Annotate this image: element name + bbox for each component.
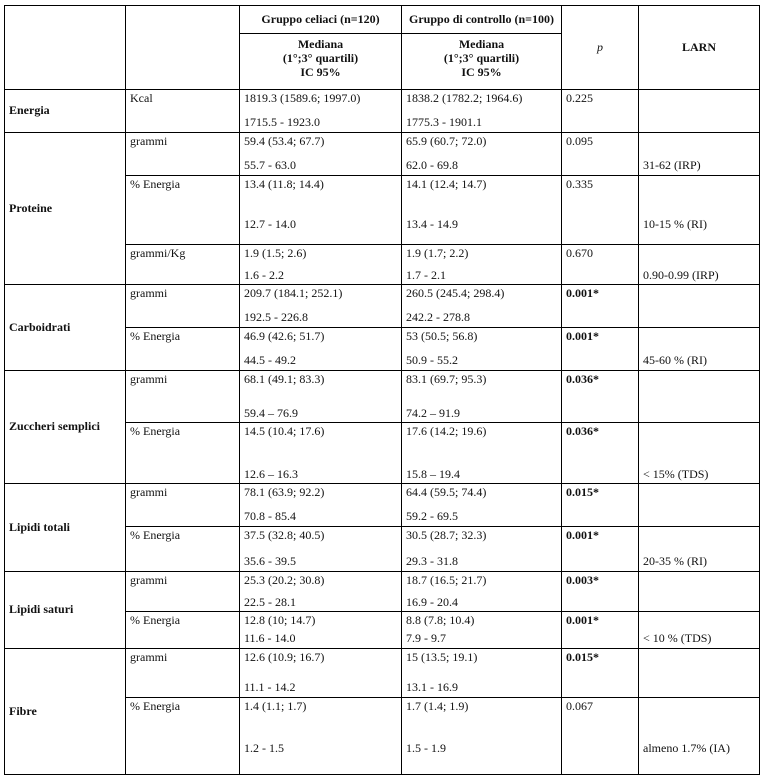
unit-cell: grammi [126, 571, 240, 612]
control-ci: 1.5 - 1.9 [406, 741, 446, 756]
celiac-ci: 55.7 - 63.0 [244, 157, 296, 172]
control-ci: 13.1 - 16.9 [406, 679, 458, 694]
header-quartiles: (1°;3° quartili) [443, 51, 520, 66]
control-ci: 242.2 - 278.8 [406, 310, 470, 325]
larn-cell [639, 423, 760, 484]
p-value: 0.001* [562, 285, 639, 328]
celiac-median: 46.9 (42.6; 51.7) [244, 328, 325, 343]
larn-value: < 10 % (TDS) [643, 631, 712, 646]
celiac-cell [240, 571, 402, 612]
celiac-median: 12.6 (10.9; 16.7) [244, 649, 325, 664]
header-median: Mediana [297, 37, 344, 52]
p-value: 0.335 [562, 175, 639, 244]
header-control-stats [402, 34, 562, 90]
celiac-ci: 59.4 – 76.9 [244, 405, 298, 420]
celiac-median: 1.4 (1.1; 1.7) [244, 698, 307, 713]
celiac-ci: 44.5 - 49.2 [244, 352, 296, 367]
control-cell [402, 484, 562, 527]
larn-value: almeno 1.7% (IA) [643, 741, 730, 756]
p-value: 0.036* [562, 370, 639, 423]
celiac-ci: 70.8 - 85.4 [244, 509, 296, 524]
control-ci: 1.7 - 2.1 [406, 267, 446, 282]
p-value: 0.001* [562, 327, 639, 370]
p-value: 0.067 [562, 697, 639, 774]
control-median: 18.7 (16.5; 21.7) [406, 572, 487, 587]
control-cell [402, 370, 562, 423]
control-ci: 59.2 - 69.5 [406, 509, 458, 524]
larn-cell [639, 244, 760, 285]
celiac-ci: 12.6 – 16.3 [244, 466, 298, 481]
p-value: 0.001* [562, 612, 639, 649]
control-cell [402, 571, 562, 612]
p-value: 0.001* [562, 527, 639, 572]
celiac-median: 209.7 (184.1; 252.1) [244, 286, 343, 301]
celiac-cell [240, 527, 402, 572]
p-value: 0.225 [562, 90, 639, 133]
header-ci: IC 95% [300, 65, 341, 80]
control-cell [402, 648, 562, 697]
unit-cell: Kcal [126, 90, 240, 133]
table-row [5, 571, 760, 612]
celiac-cell [240, 697, 402, 774]
control-median: 83.1 (69.7; 95.3) [406, 371, 487, 386]
header-empty-cat [5, 6, 126, 90]
control-cell [402, 285, 562, 328]
control-cell [402, 327, 562, 370]
control-ci: 50.9 - 55.2 [406, 352, 458, 367]
celiac-cell [240, 370, 402, 423]
control-median: 260.5 (245.4; 298.4) [406, 286, 505, 301]
larn-cell [639, 285, 760, 328]
larn-value: < 15% (TDS) [643, 466, 709, 481]
control-cell [402, 90, 562, 133]
p-value: 0.015* [562, 648, 639, 697]
celiac-cell [240, 423, 402, 484]
celiac-ci: 192.5 - 226.8 [244, 310, 308, 325]
control-median: 14.1 (12.4; 14.7) [406, 176, 487, 191]
control-cell [402, 175, 562, 244]
control-median: 30.5 (28.7; 32.3) [406, 528, 487, 543]
p-value: 0.003* [562, 571, 639, 612]
celiac-median: 1.9 (1.5; 2.6) [244, 245, 307, 260]
header-median: Mediana [458, 37, 505, 52]
larn-cell [639, 484, 760, 527]
larn-cell [639, 132, 760, 175]
unit-cell: % Energia [126, 327, 240, 370]
unit-cell: % Energia [126, 423, 240, 484]
p-value: 0.670 [562, 244, 639, 285]
header-ci: IC 95% [461, 65, 502, 80]
unit-cell: grammi [126, 285, 240, 328]
unit-cell: % Energia [126, 697, 240, 774]
celiac-median: 37.5 (32.8; 40.5) [244, 528, 325, 543]
larn-cell [639, 697, 760, 774]
p-value: 0.036* [562, 423, 639, 484]
larn-cell [639, 370, 760, 423]
header-larn: LARN [639, 6, 760, 90]
control-ci: 13.4 - 14.9 [406, 216, 458, 231]
celiac-cell [240, 648, 402, 697]
celiac-median: 78.1 (63.9; 92.2) [244, 485, 325, 500]
celiac-cell [240, 175, 402, 244]
celiac-median: 68.1 (49.1; 83.3) [244, 371, 325, 386]
header-empty-unit [126, 6, 240, 90]
celiac-ci: 1.2 - 1.5 [244, 741, 284, 756]
larn-value: 20-35 % (RI) [643, 553, 707, 568]
control-ci: 16.9 - 20.4 [406, 594, 458, 609]
celiac-cell [240, 90, 402, 133]
celiac-median: 13.4 (11.8; 14.4) [244, 176, 324, 191]
p-value: 0.015* [562, 484, 639, 527]
header-control-group: Gruppo di controllo (n=100) [402, 6, 562, 34]
celiac-median: 25.3 (20.2; 30.8) [244, 572, 325, 587]
category-carboidrati: Carboidrati [5, 285, 126, 370]
celiac-cell [240, 285, 402, 328]
larn-value: 10-15 % (RI) [643, 216, 707, 231]
celiac-median: 1819.3 (1589.6; 1997.0) [244, 91, 361, 106]
table-row [5, 90, 760, 133]
control-median: 1.9 (1.7; 2.2) [406, 245, 469, 260]
header-celiac-stats [240, 34, 402, 90]
control-ci: 7.9 - 9.7 [406, 631, 446, 646]
larn-value: 45-60 % (RI) [643, 352, 707, 367]
celiac-cell [240, 484, 402, 527]
celiac-median: 59.4 (53.4; 67.7) [244, 133, 325, 148]
control-median: 65.9 (60.7; 72.0) [406, 133, 487, 148]
control-cell [402, 132, 562, 175]
control-median: 53 (50.5; 56.8) [406, 328, 478, 343]
celiac-cell [240, 612, 402, 649]
control-median: 64.4 (59.5; 74.4) [406, 485, 487, 500]
unit-cell: % Energia [126, 612, 240, 649]
control-median: 15 (13.5; 19.1) [406, 649, 478, 664]
control-median: 1838.2 (1782.2; 1964.6) [406, 91, 523, 106]
control-median: 17.6 (14.2; 19.6) [406, 424, 487, 439]
control-ci: 15.8 – 19.4 [406, 466, 460, 481]
control-ci: 1775.3 - 1901.1 [406, 115, 482, 130]
control-cell [402, 527, 562, 572]
table-row [5, 132, 760, 175]
control-median: 1.7 (1.4; 1.9) [406, 698, 469, 713]
larn-cell [639, 175, 760, 244]
control-cell [402, 697, 562, 774]
category-lipidi-saturi: Lipidi saturi [5, 571, 126, 648]
category-fibre: Fibre [5, 648, 126, 774]
larn-value: 31-62 (IRP) [643, 157, 701, 172]
celiac-cell [240, 132, 402, 175]
p-value: 0.095 [562, 132, 639, 175]
control-ci: 74.2 – 91.9 [406, 405, 460, 420]
celiac-ci: 22.5 - 28.1 [244, 594, 296, 609]
larn-cell [639, 90, 760, 133]
celiac-ci: 11.6 - 14.0 [244, 631, 296, 646]
unit-cell: grammi [126, 648, 240, 697]
nutrition-table [4, 5, 760, 775]
celiac-ci: 11.1 - 14.2 [244, 679, 296, 694]
category-zuccheri-semplici: Zuccheri semplici [5, 370, 126, 484]
category-energia: Energia [5, 90, 126, 133]
category-lipidi-totali: Lipidi totali [5, 484, 126, 571]
control-cell [402, 244, 562, 285]
table-row [5, 484, 760, 527]
header-celiac-group: Gruppo celiaci (n=120) [240, 6, 402, 34]
larn-value: 0.90-0.99 (IRP) [643, 267, 719, 282]
control-ci: 62.0 - 69.8 [406, 157, 458, 172]
unit-cell: grammi [126, 132, 240, 175]
unit-cell: grammi [126, 370, 240, 423]
control-cell [402, 612, 562, 649]
header-quartiles: (1°;3° quartili) [282, 51, 359, 66]
celiac-cell [240, 244, 402, 285]
celiac-ci: 35.6 - 39.5 [244, 553, 296, 568]
larn-cell [639, 571, 760, 612]
celiac-ci: 1.6 - 2.2 [244, 267, 284, 282]
table-row [5, 648, 760, 697]
category-proteine: Proteine [5, 132, 126, 284]
celiac-median: 14.5 (10.4; 17.6) [244, 424, 325, 439]
larn-cell [639, 327, 760, 370]
unit-cell: % Energia [126, 175, 240, 244]
control-median: 8.8 (7.8; 10.4) [406, 613, 475, 628]
unit-cell: % Energia [126, 527, 240, 572]
celiac-median: 12.8 (10; 14.7) [244, 613, 316, 628]
celiac-ci: 12.7 - 14.0 [244, 216, 296, 231]
header-p: p [562, 6, 639, 90]
celiac-cell [240, 327, 402, 370]
larn-cell [639, 527, 760, 572]
larn-cell [639, 612, 760, 649]
control-ci: 29.3 - 31.8 [406, 553, 458, 568]
unit-cell: grammi/Kg [126, 244, 240, 285]
celiac-ci: 1715.5 - 1923.0 [244, 115, 320, 130]
unit-cell: grammi [126, 484, 240, 527]
larn-cell [639, 648, 760, 697]
control-cell [402, 423, 562, 484]
table-row [5, 370, 760, 423]
table-row [5, 285, 760, 328]
